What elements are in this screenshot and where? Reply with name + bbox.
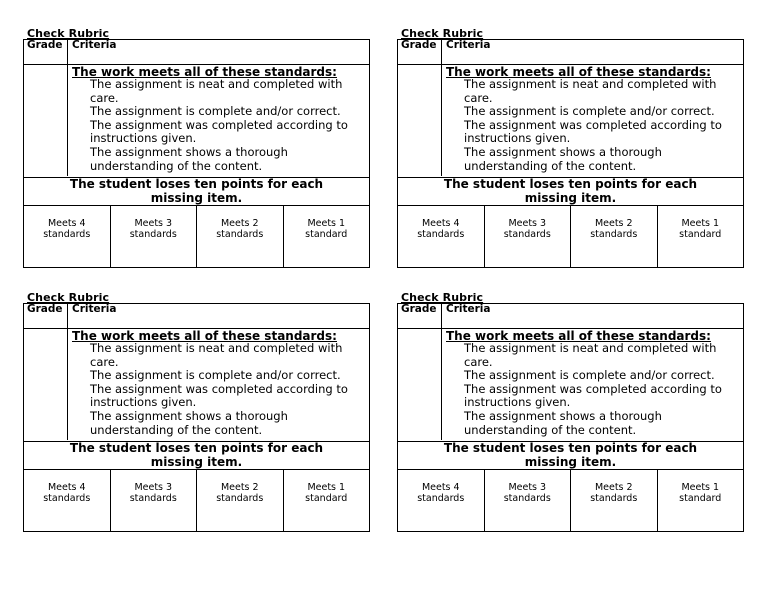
standard-item: The assignment is neat and completed with care. [464, 341, 717, 369]
standards-list [90, 342, 366, 437]
standard-item: The assignment was completed according to instructions given. [90, 117, 348, 146]
grade-cell [24, 328, 68, 440]
missing-item-note: The student loses ten points for each missing item. [398, 177, 743, 205]
level-meets-1: Meets 1 standard [305, 482, 348, 504]
criteria-row [24, 64, 369, 177]
criteria-column-header: Criteria [72, 39, 117, 51]
grade-column-header: Grade [398, 40, 442, 64]
criteria-column-header: Criteria [446, 39, 491, 51]
standards-heading: The work meets all of these standards: [72, 65, 337, 79]
missing-item-note: The student loses ten points for each missing item. [24, 441, 369, 469]
standard-item: The assignment shows a thorough understanding of the content. [90, 144, 288, 173]
criteria-column-header: Criteria [72, 303, 117, 315]
standard-item: The assignment is neat and completed with care. [90, 77, 343, 105]
level-meets-1: Meets 1 standard [679, 482, 722, 504]
grade-cell [24, 64, 68, 176]
standard-item: The assignment was completed according to instructions given. [464, 381, 722, 410]
level-meets-3: Meets 3 standards [485, 206, 572, 267]
standard-item: The assignment was completed according to instructions given. [464, 117, 722, 146]
level-meets-1: Meets 1 standard [305, 218, 348, 240]
criteria-row [398, 328, 743, 441]
standard-item: The assignment is complete and/or correct. [90, 368, 341, 383]
header-row [398, 40, 743, 65]
level-meets-2: Meets 2 standards [197, 470, 284, 531]
rubric-table [23, 303, 370, 532]
level-meets-2: Meets 2 standards [571, 206, 658, 267]
rubric-title: Check Rubric [27, 27, 110, 40]
standards-heading: The work meets all of these standards: [72, 329, 337, 343]
grade-cell [398, 328, 442, 440]
rubric-title: Check Rubric [27, 291, 110, 304]
standard-item: The assignment shows a thorough understanding of the content. [464, 144, 662, 173]
level-meets-3: Meets 3 standards [111, 206, 198, 267]
header-row [398, 304, 743, 329]
levels-row [24, 205, 369, 267]
level-meets-4: Meets 4 standards [24, 470, 111, 531]
criteria-row [24, 328, 369, 441]
level-meets-4: Meets 4 standards [398, 206, 485, 267]
level-meets-4: Meets 4 standards [398, 470, 485, 531]
standard-item: The assignment shows a thorough understanding of the content. [90, 408, 288, 437]
grade-column-header: Grade [24, 304, 68, 328]
levels-row [398, 205, 743, 267]
standard-item: The assignment shows a thorough understanding of the content. [464, 408, 662, 437]
levels-row [398, 469, 743, 531]
header-row [24, 40, 369, 65]
level-meets-3: Meets 3 standards [485, 470, 572, 531]
grade-column-header: Grade [24, 40, 68, 64]
standard-item: The assignment was completed according to instructions given. [90, 381, 348, 410]
rubric-table [397, 39, 744, 268]
criteria-row [398, 64, 743, 177]
standard-item: The assignment is complete and/or correct. [464, 368, 715, 383]
standards-list [464, 342, 740, 437]
level-meets-1: Meets 1 standard [679, 218, 722, 240]
level-meets-3: Meets 3 standards [111, 470, 198, 531]
rubric-table [23, 39, 370, 268]
missing-item-note: The student loses ten points for each missing item. [398, 441, 743, 469]
level-meets-2: Meets 2 standards [571, 470, 658, 531]
standards-heading: The work meets all of these standards: [446, 329, 711, 343]
grade-cell [398, 64, 442, 176]
standard-item: The assignment is complete and/or correct. [464, 104, 715, 119]
standard-item: The assignment is neat and completed with care. [464, 77, 717, 105]
level-meets-4: Meets 4 standards [24, 206, 111, 267]
rubric-table [397, 303, 744, 532]
grade-column-header: Grade [398, 304, 442, 328]
missing-item-note: The student loses ten points for each missing item. [24, 177, 369, 205]
levels-row [24, 469, 369, 531]
standards-list [90, 78, 366, 173]
level-meets-2: Meets 2 standards [197, 206, 284, 267]
standards-heading: The work meets all of these standards: [446, 65, 711, 79]
standard-item: The assignment is neat and completed with care. [90, 341, 343, 369]
criteria-column-header: Criteria [446, 303, 491, 315]
header-row [24, 304, 369, 329]
standard-item: The assignment is complete and/or correct. [90, 104, 341, 119]
rubric-title: Check Rubric [401, 27, 484, 40]
standards-list [464, 78, 740, 173]
rubric-title: Check Rubric [401, 291, 484, 304]
